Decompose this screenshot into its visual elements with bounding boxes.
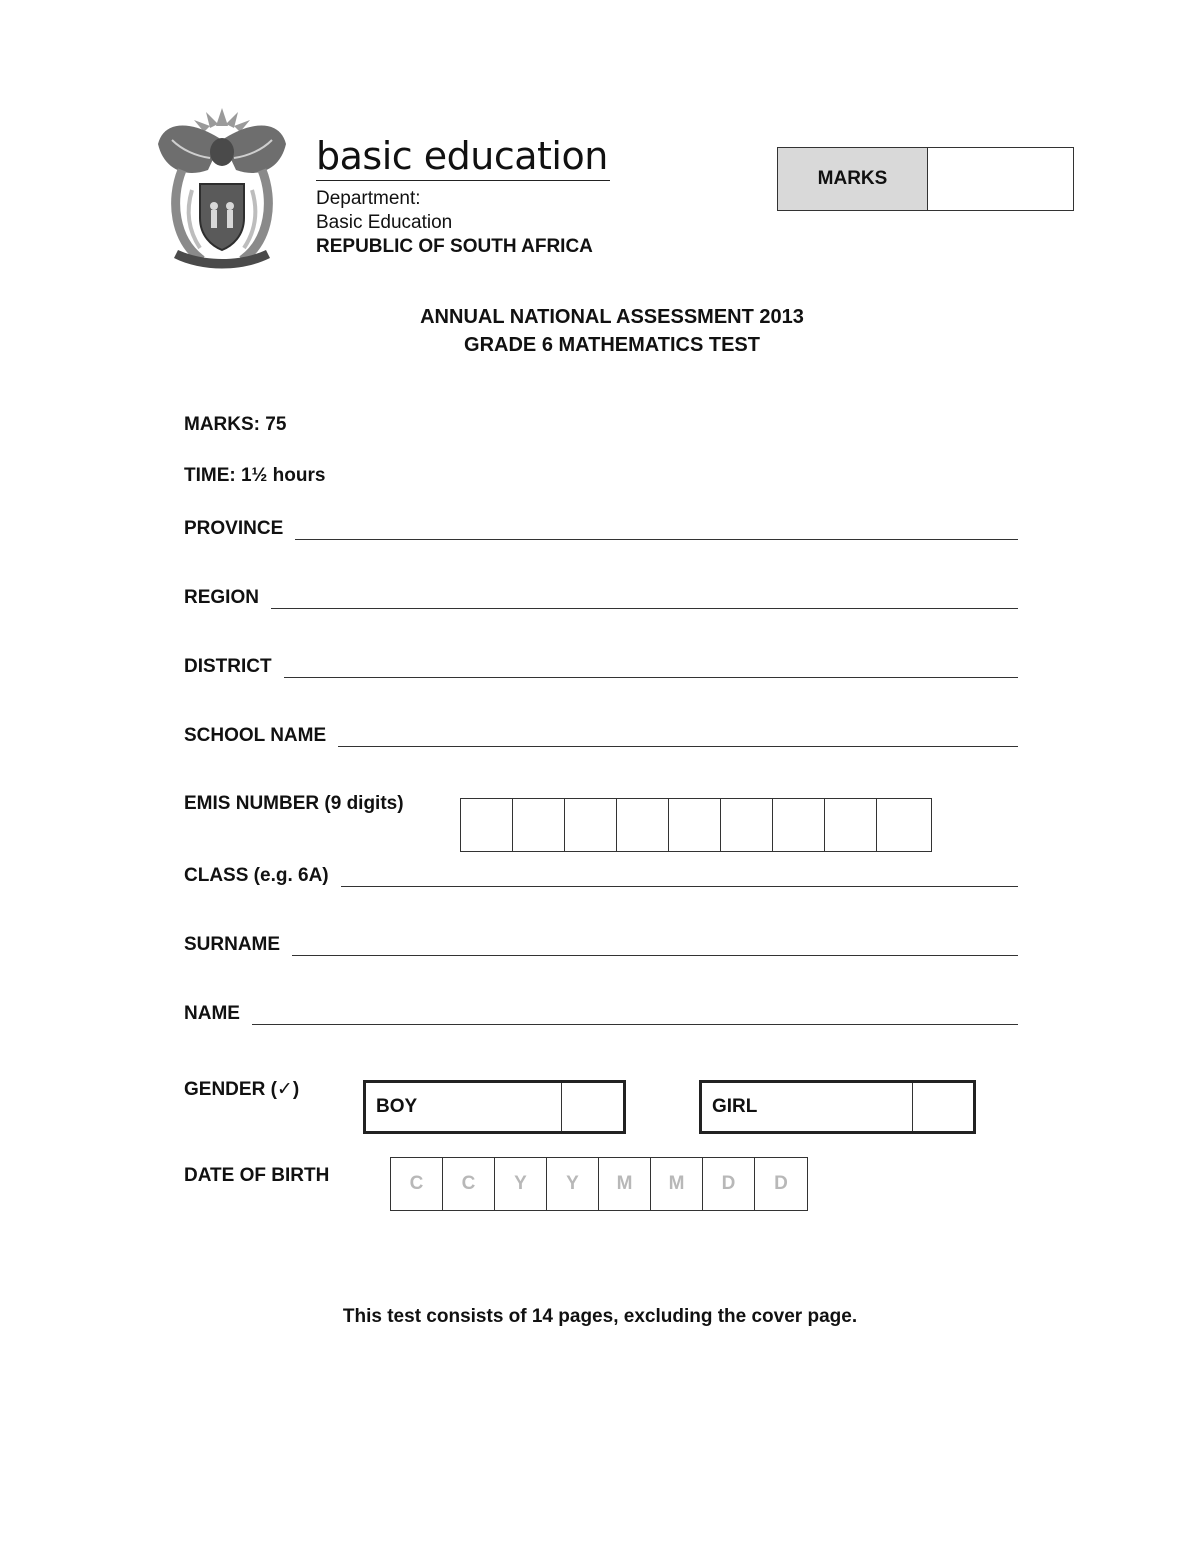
assessment-title: ANNUAL NATIONAL ASSESSMENT 2013 (420, 306, 804, 328)
date-of-birth-boxes (390, 1157, 808, 1211)
class-label: CLASS (e.g. 6A) (184, 865, 329, 886)
gender-label: GENDER (✓) (184, 1079, 300, 1100)
district-label: DISTRICT (184, 656, 272, 677)
emis-digit-box[interactable] (513, 799, 565, 851)
brand-title: basic education (316, 134, 608, 178)
dob-box-day[interactable]: D (703, 1158, 755, 1210)
gender-option-girl (699, 1080, 976, 1134)
girl-checkbox[interactable] (913, 1083, 973, 1131)
dob-box-day[interactable]: D (774, 1173, 788, 1194)
emis-digit-box[interactable] (565, 799, 617, 851)
name-field (184, 995, 1018, 1025)
boy-label: BOY (366, 1083, 562, 1131)
province-input[interactable] (295, 519, 1018, 540)
department-label: Department: (316, 188, 421, 209)
district-field (184, 648, 1018, 678)
school-name-field (184, 717, 1018, 747)
brand-divider (316, 180, 610, 181)
district-input[interactable] (284, 657, 1018, 678)
surname-field (184, 926, 1018, 956)
marks-box (777, 147, 1074, 211)
dob-box-year[interactable]: Y (547, 1158, 599, 1210)
class-input[interactable] (341, 866, 1018, 887)
emis-digit-box[interactable] (461, 799, 513, 851)
dob-box-year[interactable]: Y (495, 1158, 547, 1210)
province-field (184, 510, 1018, 540)
marks-box-input[interactable] (928, 148, 1073, 210)
surname-input[interactable] (292, 935, 1018, 956)
girl-label: GIRL (702, 1083, 913, 1131)
boy-checkbox[interactable] (562, 1083, 623, 1131)
emis-digit-box[interactable] (721, 799, 773, 851)
date-of-birth-label: DATE OF BIRTH (184, 1165, 330, 1186)
total-marks: MARKS: 75 (184, 414, 287, 435)
school-name-label: SCHOOL NAME (184, 725, 327, 746)
name-label: NAME (184, 1003, 240, 1024)
emis-digit-box[interactable] (617, 799, 669, 851)
dob-box-century[interactable]: C (391, 1158, 443, 1210)
gender-option-boy (363, 1080, 626, 1134)
emis-digit-box[interactable] (877, 799, 929, 851)
region-field (184, 579, 1018, 609)
surname-label: SURNAME (184, 934, 281, 955)
school-name-input[interactable] (338, 726, 1018, 747)
class-field (184, 857, 1018, 887)
dob-box-month[interactable]: M (651, 1158, 703, 1210)
test-title: GRADE 6 MATHEMATICS TEST (464, 334, 760, 356)
emis-digit-box[interactable] (773, 799, 825, 851)
name-input[interactable] (252, 1004, 1018, 1025)
emis-number-label: EMIS NUMBER (9 digits) (184, 793, 404, 814)
time-allowed: TIME: 1½ hours (184, 465, 326, 486)
marks-box-label: MARKS (778, 148, 928, 210)
page-count-note: This test consists of 14 pages, excluding the cover page. (342, 1306, 858, 1327)
province-label: PROVINCE (184, 518, 284, 539)
region-label: REGION (184, 587, 259, 608)
emis-digit-box[interactable] (669, 799, 721, 851)
country-name: REPUBLIC OF SOUTH AFRICA (316, 236, 593, 257)
dob-box-century[interactable]: C (443, 1158, 495, 1210)
emis-number-boxes (460, 798, 932, 852)
emis-digit-box[interactable] (825, 799, 877, 851)
coat-of-arms-logo (152, 100, 292, 272)
region-input[interactable] (271, 588, 1018, 609)
department-name: Basic Education (316, 212, 453, 233)
dob-box-month[interactable]: M (599, 1158, 651, 1210)
